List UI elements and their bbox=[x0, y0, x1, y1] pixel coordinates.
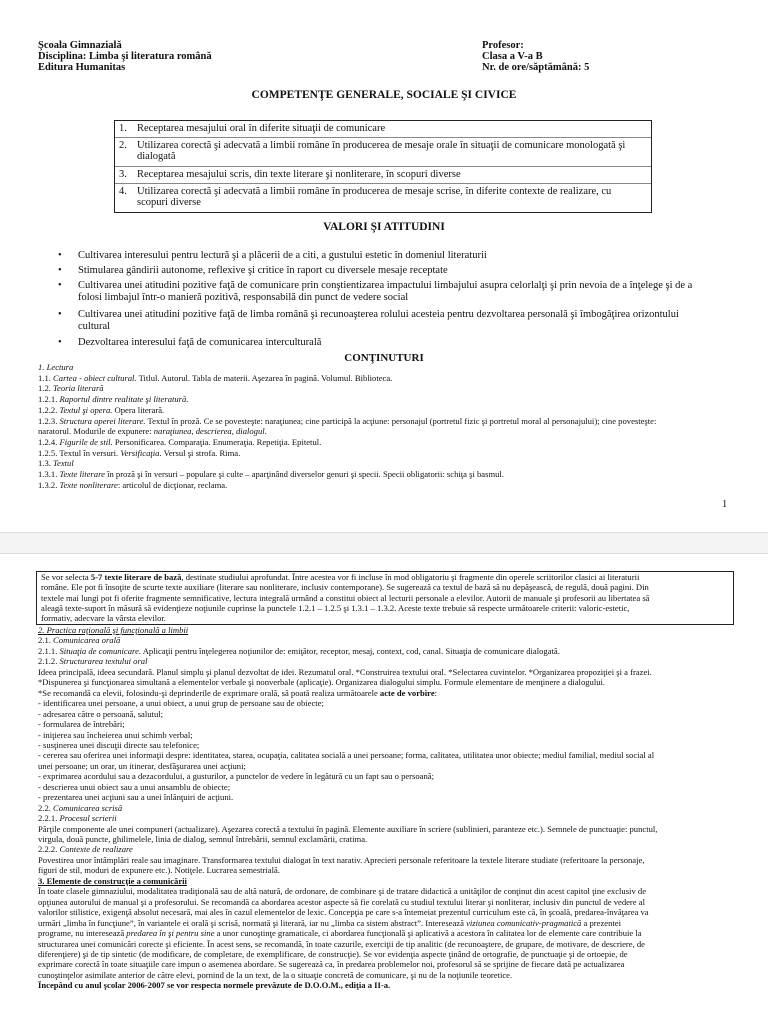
text-segment: a unor cunoştinţe gramaticale, ci abordarea funcţională şi aplicativă a acestora în calitatea lor de elemente care contribuie la bbox=[214, 929, 642, 939]
text-segment: 2. bbox=[38, 626, 47, 635]
text-segment: 3. bbox=[38, 876, 47, 886]
text-segment: viziunea comunicativ-pragmatică bbox=[466, 918, 582, 928]
competence-item bbox=[119, 123, 647, 134]
values-title: VALORI ŞI ATITUDINI bbox=[323, 221, 445, 233]
text-line bbox=[38, 636, 734, 646]
text-segment: 5-7 texte literare de bază bbox=[90, 573, 182, 582]
note-line bbox=[41, 573, 731, 583]
note-line bbox=[41, 594, 731, 604]
publisher-line: Editura Humanitas bbox=[38, 62, 126, 73]
value-item bbox=[56, 337, 746, 349]
competence-number: 3. bbox=[119, 169, 127, 180]
text-line bbox=[38, 856, 734, 866]
text-segment: Situaţia de comunicare bbox=[59, 646, 139, 656]
competence-text: Utilizarea corectă şi adecvată a limbii române în producerea de mesaje orale în situaţii de comunicare monologată şi bbox=[137, 140, 626, 151]
text-line bbox=[38, 960, 734, 970]
text-line bbox=[38, 699, 734, 709]
text-segment: Personificarea. Comparaţia. Enumeraţia. Repetiţia. Epitetul. bbox=[112, 437, 322, 447]
text-segment: Structurarea textului oral bbox=[59, 657, 148, 667]
competence-text: dialogată bbox=[137, 151, 176, 162]
text-segment: . bbox=[264, 427, 267, 437]
value-text: Dezvoltarea interesului faţă de comunicarea interculturală bbox=[78, 337, 322, 348]
text-line bbox=[38, 731, 734, 741]
text-segment: 2.1.1. bbox=[38, 646, 60, 656]
competence-number: 2. bbox=[119, 140, 127, 151]
text-segment: - adresarea către o persoană, salutul; bbox=[38, 709, 164, 719]
text-line bbox=[38, 657, 734, 667]
text-line bbox=[38, 845, 734, 855]
text-line bbox=[38, 647, 734, 657]
text-line bbox=[38, 887, 734, 897]
text-segment: - formularea de întrebări; bbox=[38, 720, 125, 730]
divider bbox=[115, 137, 651, 138]
text-segment: unei persoane; un orar, un itinerar, desfăşurarea unei acţiuni; bbox=[38, 761, 246, 771]
text-line bbox=[38, 877, 734, 887]
value-item bbox=[56, 280, 746, 303]
text-line bbox=[38, 804, 734, 814]
text-segment: Textul bbox=[53, 459, 74, 469]
text-segment: Opera literară. bbox=[112, 405, 165, 415]
text-segment: *Dispunerea şi funcţionarea simultană a elementelor verbale şi nonverbale (aplicaţie). Organizarea dialogului simplu. Formule elementare de menţinere a dialogului. bbox=[38, 678, 606, 688]
teacher-line: Profesor: bbox=[482, 40, 524, 51]
value-text: Cultivarea unei atitudini pozitive faţă de limba română şi recunoaşterea rolului acesteia pentru dezvoltarea personală şi îmbogăţirea orizontului bbox=[78, 309, 679, 320]
text-segment: - susţinerea unei discuţii directe sau telefonice; bbox=[38, 740, 200, 750]
text-segment: 2.2.1. bbox=[38, 814, 60, 824]
bullet-icon: • bbox=[58, 250, 62, 261]
competence-text: scopuri diverse bbox=[137, 197, 201, 208]
text-segment: 1.3.1. bbox=[38, 470, 60, 479]
competence-item bbox=[119, 140, 647, 162]
note-line bbox=[41, 604, 731, 614]
text-segment: - prezentarea unei acţiuni sau a unei înlănţuiri de acţiuni. bbox=[38, 793, 234, 803]
text-segment: 2.1.2. bbox=[38, 657, 60, 667]
text-segment: acte de vorbire bbox=[379, 688, 435, 698]
text-line bbox=[38, 668, 734, 678]
text-line bbox=[38, 384, 732, 394]
text-line bbox=[38, 427, 732, 437]
text-segment: Titlul. Autorul. Tabla de materii. Aşezarea în pagină. Volumul. Biblioteca. bbox=[136, 373, 393, 383]
text-segment: Povestirea unor întâmplări reale sau imaginare. Transformarea textului dialogat în text narativ. Aprecieri personale referitoare la textele literare studiate (referitoare la personaje, bbox=[38, 855, 645, 865]
text-segment: 1.2.2. bbox=[38, 405, 60, 415]
text-segment: Teoria literară bbox=[53, 384, 104, 394]
text-line bbox=[38, 762, 734, 772]
text-segment: Textul şi opera. bbox=[59, 405, 113, 415]
text-segment: În toate clasele gimnaziului, modalitatea tradiţională sau de altă natură, de ordonare, de combinare şi de tratare didactică a unităţilor de conţinut din acest capitol ţine exclusiv de bbox=[38, 887, 647, 897]
text-line bbox=[38, 449, 732, 459]
competence-text: Receptarea mesajului oral în diferite situaţii de comunicare bbox=[137, 123, 386, 134]
text-segment: - cererea sau oferirea unei informaţii despre: identitatea, starea, ocupaţia, calitatea socială a unei persoane; forma, calitatea, utilitatea unor obiecte; mediul familial, mediul social al bbox=[38, 751, 655, 761]
text-line bbox=[38, 971, 734, 981]
value-item bbox=[56, 250, 746, 262]
text-segment: , destinate studiului aprofundat. Între acestea vor fi incluse în mod obligatoriu şi fragmente din operele scriitorilor clasici ai literaturii bbox=[181, 573, 640, 582]
text-segment: - iniţierea sau încheierea unui schimb verbal; bbox=[38, 730, 193, 740]
text-line bbox=[38, 929, 734, 939]
text-segment: Contexte de realizare bbox=[59, 845, 133, 855]
text-segment: aleagă texte-suport în măsură să evidenţieze noţiunile cuprinse la punctele 1.2.1 – 1.2.5 şi 1.3.1 – 1.3.2. Aceste texte trebuie să respecte următoarele criterii: valoric-estetic, bbox=[41, 603, 630, 613]
text-line bbox=[38, 898, 734, 908]
text-segment: opţiunea autorului de manual şi a profesorului. Se recomandă ca abordarea acestor aspecte să fie corelată cu studiul textului literar şi nonliterar, inclusiv din punctul de vedere al bbox=[38, 897, 645, 907]
competence-number: 4. bbox=[119, 186, 127, 197]
text-line bbox=[38, 438, 732, 448]
text-segment: Figurile de stil. bbox=[59, 437, 113, 447]
text-segment: textele mai lungi pot fi oferite fragmente semnificative, lectura integrală urmând a constitui obiect al lecturii personale a elevilor. Autorii de manuale şi profesorii au libertatea să bbox=[41, 593, 650, 603]
header-right bbox=[482, 40, 722, 73]
text-line bbox=[38, 814, 734, 824]
text-line bbox=[38, 374, 732, 384]
text-segment: . Aplicaţii pentru înţelegerea noţiunilor de: emiţător, receptor, mesaj, context, cod, canal. Situaţia de comunicare dialogată. bbox=[138, 646, 560, 656]
text-segment: Cartea - obiect cultural. bbox=[53, 373, 137, 383]
text-segment: *Se recomandă ca elevii, folosindu-şi deprinderile de exprimare orală, să poată realiza următoarele bbox=[38, 688, 380, 698]
text-line bbox=[38, 710, 734, 720]
text-line bbox=[38, 626, 734, 636]
text-segment: Versificaţia. bbox=[120, 448, 162, 458]
text-segment: 1.2.3. bbox=[38, 416, 60, 426]
competence-text: Utilizarea corectă şi adecvată a limbii române în producerea de mesaje scrise, în diferite contexte de realizare, cu bbox=[137, 186, 612, 197]
text-segment: - exprimarea acordului sau a dezacordului, a gusturilor, a punctelor de vedere în legătură cu un fapt sau o persoană; bbox=[38, 772, 434, 782]
text-segment: Procesul scrierii bbox=[59, 814, 117, 824]
hours-line: Nr. de ore/săptămână: 5 bbox=[482, 62, 590, 73]
value-item bbox=[56, 265, 746, 277]
competences-box bbox=[114, 120, 652, 213]
school-name: Şcoala Gimnazială bbox=[38, 40, 122, 51]
text-line bbox=[38, 741, 734, 751]
text-segment: Texte nonliterare bbox=[59, 480, 118, 490]
text-segment: : bbox=[434, 688, 438, 698]
value-text: folosi limbajul într-o manieră pozitivă, responsabilă din punct de vedere social bbox=[78, 291, 409, 303]
competence-item bbox=[119, 186, 647, 208]
text-segment: Începând cu anul şcolar 2006-2007 se vor respecta normele prevăzute de D.O.O.M., ediţia a II-a. bbox=[38, 981, 391, 991]
text-segment: a prezentei bbox=[581, 918, 621, 928]
text-line bbox=[38, 720, 734, 730]
value-text: Cultivarea unei atitudini pozitive faţă de comunicare prin conştientizarea impactului limbajului asupra celorlalţi şi prin nevoia de a înţelege şi de a bbox=[78, 280, 693, 291]
bullet-icon: • bbox=[58, 337, 62, 348]
text-segment: : articolul de dicţionar, reclama. bbox=[117, 480, 228, 490]
text-segment: structurarea unei comunicări corecte şi eficiente. În acest sens, se recomandă, în toate cazurile, exerciţii de tip analitic (de recunoaştere, de grupare, de motivare, de descriere, de bbox=[38, 939, 645, 949]
text-segment: 2.2.2. bbox=[38, 845, 60, 855]
text-line bbox=[38, 689, 734, 699]
competence-item bbox=[119, 169, 647, 180]
bullet-icon: • bbox=[58, 309, 62, 320]
text-line bbox=[38, 940, 734, 950]
text-segment: române. Ele pot fi însoţite de scurte texte auxiliare (literare sau nonliterare, inclusiv contemporane). Se sugerează ca textul de bază să nu depăşească, de regulă, două pagini. Din bbox=[41, 583, 649, 593]
page-number: 1 bbox=[722, 499, 728, 510]
text-line bbox=[38, 417, 732, 427]
text-segment: Structura operei literare. bbox=[59, 416, 146, 426]
divider bbox=[115, 166, 651, 167]
text-segment: urmări „limba în funcţiune”, în variantele ei orală şi scrisă, normată şi literară, iar nu „limba ca sistem abstract”. Interesează bbox=[38, 918, 467, 928]
text-line bbox=[38, 678, 734, 688]
text-line bbox=[38, 751, 734, 761]
text-line bbox=[38, 363, 732, 373]
text-line bbox=[38, 481, 732, 491]
competence-number: 1. bbox=[119, 123, 127, 134]
header-left bbox=[38, 40, 338, 73]
text-segment: virgula, două puncte, ghilimelele, linia de dialog, semnul întrebării, semnul exclamării, cratima. bbox=[38, 835, 368, 844]
text-segment: Părţile componente ale unei compuneri (actualizare). Aşezarea corectă a textului în pagină. Elemente auxiliare în scriere (sublinieri, paranteze etc.). Semnele de punctuaţie: punctul, bbox=[38, 824, 658, 834]
text-segment: 1.2.5. Textul în versuri. bbox=[38, 448, 121, 458]
text-line bbox=[38, 835, 734, 845]
text-line bbox=[38, 395, 732, 405]
text-segment: 1.3.2. bbox=[38, 480, 60, 490]
text-segment: Practica raţională şi funcţională a limbii bbox=[46, 626, 189, 635]
text-segment: 1.2.4. bbox=[38, 437, 60, 447]
text-segment: naraţiunea, descrierea, dialogul bbox=[153, 427, 265, 437]
text-line bbox=[38, 459, 732, 469]
text-segment: 2.2. bbox=[38, 803, 54, 813]
text-segment: 1.1. bbox=[38, 373, 54, 383]
class-line: Clasa a V-a B bbox=[482, 51, 543, 62]
text-segment: Raportul dintre realitate şi literatură. bbox=[59, 395, 189, 405]
text-segment: Texte literare bbox=[59, 470, 105, 479]
text-line bbox=[38, 866, 734, 876]
note-line bbox=[41, 583, 731, 593]
text-segment: programe, nu interesează bbox=[38, 929, 127, 939]
text-line bbox=[38, 406, 732, 416]
text-segment: 1.2. bbox=[38, 384, 54, 394]
text-line bbox=[38, 825, 734, 835]
page-title: COMPETENŢE GENERALE, SOCIALE ŞI CIVICE bbox=[251, 89, 517, 101]
contents-title: CONŢINUTURI bbox=[344, 352, 424, 364]
text-segment: Se vor selecta bbox=[41, 573, 91, 582]
text-segment: 1. Lectura bbox=[38, 363, 74, 372]
subject-line: Disciplina: Limba şi literatura română bbox=[38, 51, 212, 62]
text-segment: cunoştinţelor asimilate anterior de către elevi, pornind de la un text, de la o situaţie concretă de comunicare, şi nu de la noţiunile teoretice. bbox=[38, 970, 513, 980]
text-segment: Elemente de construcţie a comunicării bbox=[46, 876, 187, 886]
text-line bbox=[38, 772, 734, 782]
page-break bbox=[0, 532, 768, 554]
text-segment: - descrierea unui obiect sau a unui ansamblu de obiecte; bbox=[38, 782, 231, 792]
text-line bbox=[38, 470, 732, 480]
text-segment: Textul în proză. Ce se povesteşte: naraţiunea; cine participă la acţiune: personajul (portretul fizic şi portretul moral al personajului); cine povesteşte: bbox=[145, 416, 657, 426]
text-segment: predarea în şi pentru sine bbox=[126, 929, 215, 939]
text-segment: valorilor stilistice, exigenţă absolut necesară, mai ales în cazul elementelor de lexic. Concepţia pe care s-a întemeiat prezentul curriculum este că, în şcoală, predarea-învăţarea va bbox=[38, 908, 649, 918]
value-text: Stimularea gândirii autonome, reflexive şi critice în raport cu diversele mesaje receptate bbox=[78, 265, 448, 276]
text-segment: formativ, adecvare la vârsta elevilor. bbox=[41, 614, 166, 624]
text-line bbox=[38, 793, 734, 803]
text-segment: Comunicarea orală bbox=[53, 636, 121, 646]
text-segment: figuri de stil, moduri de expunere etc.). Notiţele. Lucrarea semestrială. bbox=[38, 866, 280, 876]
text-segment: 1.2.1. bbox=[38, 395, 60, 405]
divider bbox=[115, 183, 651, 184]
bullet-icon: • bbox=[58, 265, 62, 276]
text-line bbox=[38, 908, 734, 918]
text-line bbox=[38, 783, 734, 793]
note-line bbox=[41, 614, 731, 624]
text-line bbox=[38, 950, 734, 960]
text-segment: Ideea principală, ideea secundară. Planul simplu şi planul dezvoltat de idei. Rezumatul oral. *Construirea textului oral. *Selectarea cuvintelor. *Organizarea propoziţiei şi a frazei. bbox=[38, 667, 652, 677]
text-segment: diferenţiere) şi de tip sintetic (de modificare, de completare, de exemplificare, de construcţie). Se vor evidenţia aspecte ţinând de ortografie, de punctuaţie şi de ortoepie, de bbox=[38, 949, 628, 959]
text-line bbox=[38, 981, 734, 991]
text-segment: naratorul. Modurile de expunere: bbox=[38, 427, 154, 437]
value-item bbox=[56, 309, 746, 332]
bullet-icon: • bbox=[58, 280, 62, 291]
text-segment: - identificarea unei persoane, a unui obiect, a unui grup de persoane sau de obiecte; bbox=[38, 699, 324, 709]
text-segment: 2.1. bbox=[38, 636, 54, 646]
competence-text: Receptarea mesajului scris, din texte literare şi nonliterare, în scopuri diverse bbox=[137, 169, 461, 180]
text-segment: 1.3. bbox=[38, 459, 54, 469]
text-line bbox=[38, 919, 734, 929]
text-segment: Versul şi strofa. Rima. bbox=[161, 448, 241, 458]
text-segment: exprimare corectă în toate situaţiile care impun o asemenea abordare. Se sugerează ca, în predarea problemelor noi, profesorul să se sprijine de fiecare dată pe actualizarea bbox=[38, 960, 625, 970]
text-segment: în proză şi în versuri – populare şi culte – aparţinând diverselor genuri şi specii. Specii obligatorii: schiţa şi basmul. bbox=[104, 470, 504, 479]
value-text: Cultivarea interesului pentru lectură şi a plăcerii de a citi, a gustului estetic în domeniul literaturii bbox=[78, 250, 487, 261]
note-box bbox=[36, 571, 734, 625]
value-text: cultural bbox=[78, 320, 111, 332]
text-segment: Comunicarea scrisă bbox=[53, 803, 123, 813]
